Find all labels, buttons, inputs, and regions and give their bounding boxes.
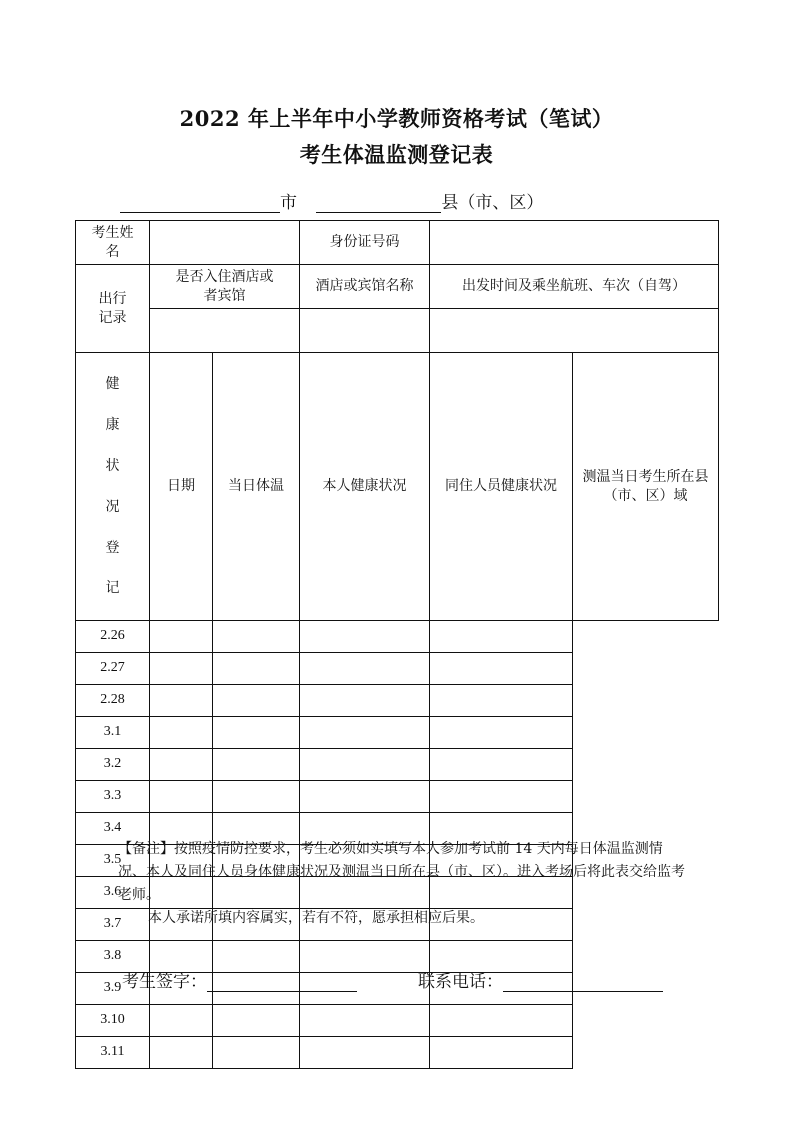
hotel-question-label: 是否入住酒店或者宾馆 xyxy=(150,265,300,309)
date-row xyxy=(76,717,719,749)
form-title-line1: 2022 年上半年中小学教师资格考试（笔试） xyxy=(179,106,614,131)
departure-info-field[interactable] xyxy=(430,309,719,353)
form-title-line2: 考生体温监测登记表 xyxy=(299,142,494,167)
cohabitant-health-cell[interactable] xyxy=(300,1005,430,1037)
cohabitant-health-cell[interactable] xyxy=(300,781,430,813)
date-cell: 3.1 xyxy=(76,717,150,749)
date-cell: 3.5 xyxy=(76,845,150,877)
hotel-name-field[interactable] xyxy=(300,309,430,353)
date-row xyxy=(76,685,719,717)
city-blank[interactable] xyxy=(120,194,280,213)
date-row xyxy=(76,781,719,813)
county-cell[interactable] xyxy=(430,621,573,653)
temperature-cell[interactable] xyxy=(150,781,213,813)
city-suffix: 市 xyxy=(280,193,297,213)
column-header-cohabitant-health: 同住人员健康状况 xyxy=(430,353,573,621)
signature-area xyxy=(122,967,357,992)
travel-record-label: 出行记录 xyxy=(76,265,150,353)
date-row xyxy=(76,621,719,653)
self-health-cell[interactable] xyxy=(213,1005,300,1037)
cohabitant-health-cell[interactable] xyxy=(300,749,430,781)
date-cell: 3.6 xyxy=(76,877,150,909)
location-line xyxy=(120,188,543,213)
date-row xyxy=(76,653,719,685)
date-row xyxy=(76,1037,719,1069)
column-header-temperature: 当日体温 xyxy=(213,353,300,621)
column-header-self-health: 本人健康状况 xyxy=(300,353,430,621)
remarks xyxy=(118,838,688,930)
phone-label: 联系电话： xyxy=(418,972,503,992)
registration-table xyxy=(75,220,719,1069)
date-cell: 3.10 xyxy=(76,1005,150,1037)
county-cell[interactable] xyxy=(430,685,573,717)
date-row xyxy=(76,1005,719,1037)
temperature-cell[interactable] xyxy=(150,717,213,749)
date-cell: 2.27 xyxy=(76,653,150,685)
self-health-cell[interactable] xyxy=(213,717,300,749)
county-cell[interactable] xyxy=(430,717,573,749)
self-health-cell[interactable] xyxy=(213,1037,300,1069)
column-header-date: 日期 xyxy=(150,353,213,621)
date-cell: 3.7 xyxy=(76,909,150,941)
cohabitant-health-cell[interactable] xyxy=(300,685,430,717)
name-field[interactable] xyxy=(150,221,300,265)
temperature-cell[interactable] xyxy=(150,749,213,781)
id-number-label: 身份证号码 xyxy=(300,221,430,265)
temperature-cell[interactable] xyxy=(150,685,213,717)
date-cell: 2.26 xyxy=(76,621,150,653)
pledge-paragraph: 本人承诺所填内容属实，若有不符，愿承担相应后果。 xyxy=(148,910,484,926)
county-cell[interactable] xyxy=(430,781,573,813)
county-blank[interactable] xyxy=(316,194,441,213)
county-cell[interactable] xyxy=(430,1005,573,1037)
date-cell: 3.9 xyxy=(76,973,150,1005)
id-number-field[interactable] xyxy=(430,221,719,265)
temperature-cell[interactable] xyxy=(150,1005,213,1037)
phone-field[interactable] xyxy=(503,973,663,992)
health-section-label: 健 康 状 况 登 记 xyxy=(76,353,150,621)
temperature-cell[interactable] xyxy=(150,653,213,685)
date-cell: 3.8 xyxy=(76,941,150,973)
column-header-county: 测温当日考生所在县（市、区）域 xyxy=(573,353,719,621)
date-cell: 2.28 xyxy=(76,685,150,717)
self-health-cell[interactable] xyxy=(213,653,300,685)
name-label: 考生姓名 xyxy=(76,221,150,265)
signature-label: 考生签字： xyxy=(122,972,207,992)
date-cell: 3.4 xyxy=(76,813,150,845)
hotel-name-label: 酒店或宾馆名称 xyxy=(300,265,430,309)
cohabitant-health-cell[interactable] xyxy=(300,653,430,685)
self-health-cell[interactable] xyxy=(213,685,300,717)
county-cell[interactable] xyxy=(430,1037,573,1069)
self-health-cell[interactable] xyxy=(213,781,300,813)
departure-info-label: 出发时间及乘坐航班、车次（自驾） xyxy=(430,265,719,309)
date-cell: 3.2 xyxy=(76,749,150,781)
temperature-cell[interactable] xyxy=(150,621,213,653)
temperature-cell[interactable] xyxy=(150,1037,213,1069)
date-cell: 3.11 xyxy=(76,1037,150,1069)
hotel-question-field[interactable] xyxy=(150,309,300,353)
signature-field[interactable] xyxy=(207,973,357,992)
date-row xyxy=(76,749,719,781)
date-cell: 3.3 xyxy=(76,781,150,813)
phone-area xyxy=(418,967,663,992)
county-suffix: 县（市、区） xyxy=(441,193,544,213)
county-cell[interactable] xyxy=(430,653,573,685)
self-health-cell[interactable] xyxy=(213,621,300,653)
cohabitant-health-cell[interactable] xyxy=(300,1037,430,1069)
county-cell[interactable] xyxy=(430,749,573,781)
cohabitant-health-cell[interactable] xyxy=(300,717,430,749)
self-health-cell[interactable] xyxy=(213,749,300,781)
remarks-paragraph: 【备注】按照疫情防控要求，考生必须如实填写本人参加考试前 14 天内每日体温监测情况、本人及同住人员身体健康状况及测温当日所在县（市、区）。进入考场后将此表交给监考老师。 xyxy=(118,841,685,903)
cohabitant-health-cell[interactable] xyxy=(300,621,430,653)
